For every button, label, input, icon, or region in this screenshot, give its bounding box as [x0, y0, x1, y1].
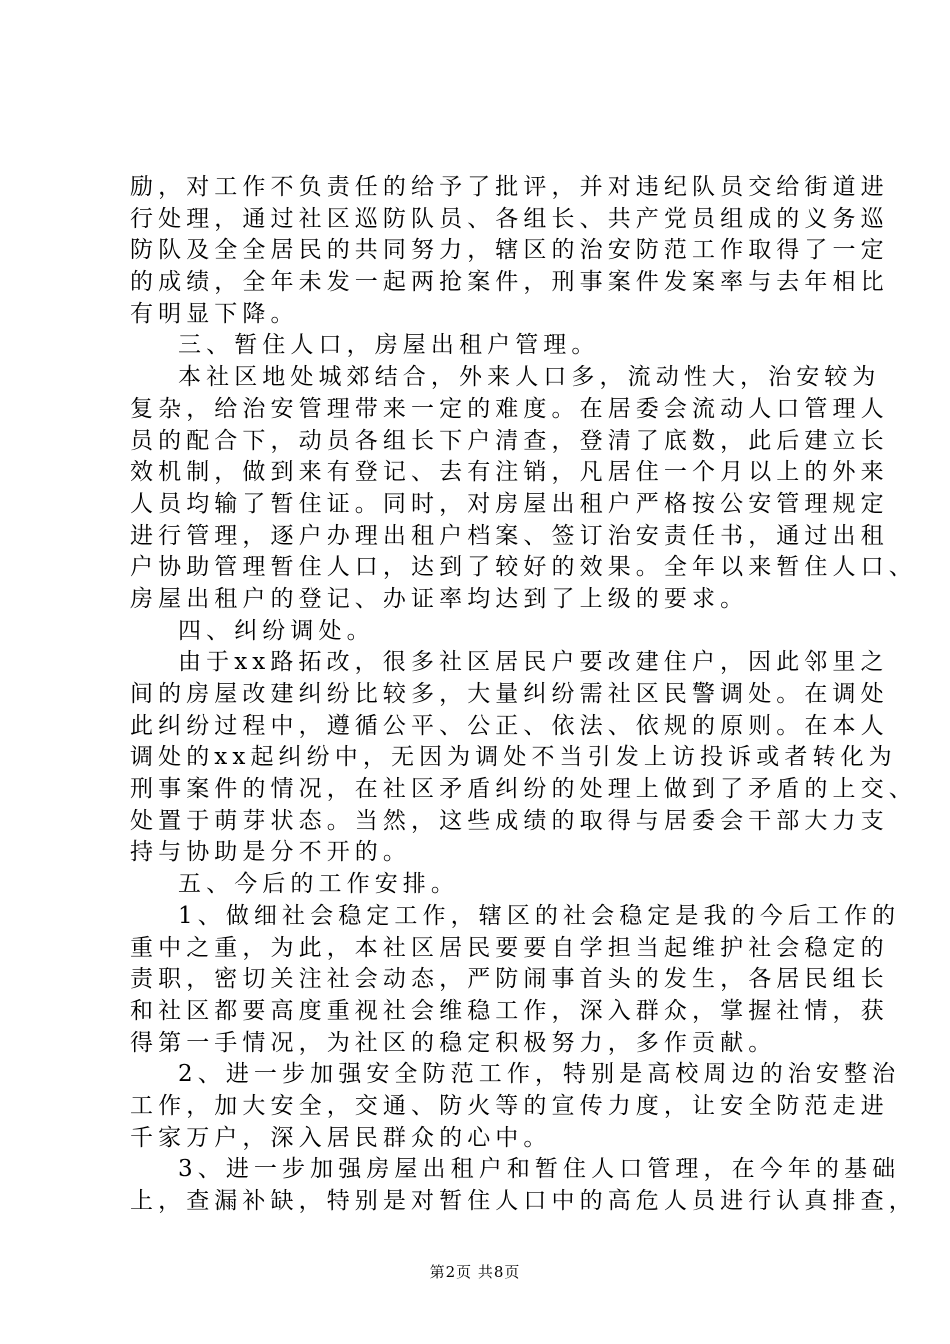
- paragraph: [130, 869, 838, 901]
- text-line: 效机制，做到来有登记、去有注销，凡居住一个月以上的外来: [130, 459, 889, 486]
- text-line: 本社区地处城郊结合，外来人口多，流动性大，治安较为: [178, 364, 881, 391]
- text-line: 此纠纷过程中，遵循公平、公正、依法、依规的原则。在本人: [130, 712, 889, 739]
- paragraph: [130, 1059, 901, 1154]
- text-line: 员的配合下，动员各组长下户清查，登清了底数，此后建立长: [130, 427, 889, 454]
- text-line: 房屋出租户的登记、办证率均达到了上级的要求。: [130, 585, 749, 612]
- text-line: 千家万户，深入居民群众的心中。: [130, 1124, 552, 1151]
- page-footer: 第2页 共8页: [429, 1263, 521, 1281]
- paragraph: [130, 362, 917, 616]
- text-line: 刑事案件的情况，在社区矛盾纠纷的处理上做到了矛盾的上交、: [130, 776, 917, 803]
- text-line: 行处理，通过社区巡防队员、各组长、共产党员组成的义务巡: [130, 205, 889, 232]
- text-line: 由于xx路拓改，很多社区居民户要改建住户，因此邻里之: [178, 649, 889, 676]
- paragraph: [130, 647, 917, 869]
- text-line: 有明显下降。: [130, 300, 299, 327]
- text-line: 1、做细社会稳定工作，辖区的社会稳定是我的今后工作的: [178, 902, 901, 929]
- text-line: 工作，加大安全，交通、防火等的宣传力度，让安全防范走进: [130, 1092, 889, 1119]
- text-line: 防队及全全居民的共同努力，辖区的治安防范工作取得了一定: [130, 237, 889, 264]
- paragraph: [130, 1154, 917, 1217]
- paragraph: [130, 330, 838, 362]
- text-line: 处置于萌芽状态。当然，这些成绩的取得与居委会干部大力支: [130, 807, 889, 834]
- text-line: 上，查漏补缺，特别是对暂住人口中的高危人员进行认真排查，: [130, 1188, 917, 1214]
- text-line: 责职，密切关注社会动态，严防闹事首头的发生，各居民组长: [130, 966, 889, 993]
- text-line: 五、今后的工作安排。: [178, 871, 459, 898]
- text-line: 2、进一步加强安全防范工作，特别是高校周边的治安整治: [178, 1061, 901, 1088]
- paragraph: [130, 616, 838, 648]
- text-line: 3、进一步加强房屋出租户和暂住人口管理，在今年的基础: [178, 1156, 901, 1183]
- paragraph: [130, 901, 901, 1059]
- text-line: 持与协助是分不开的。: [130, 839, 411, 866]
- text-line: 四、纠纷调处。: [178, 617, 375, 644]
- text-line: 三、暂住人口，房屋出租户管理。: [178, 332, 600, 359]
- paragraph: [130, 172, 889, 330]
- text-line: 进行管理，逐户办理出租户档案、签订治安责任书，通过出租: [130, 522, 889, 549]
- text-line: 得第一手情况，为社区的稳定积极努力，多作贡献。: [130, 1029, 777, 1056]
- text-line: 复杂，给治安管理带来一定的难度。在居委会流动人口管理人: [130, 395, 889, 422]
- text-line: 和社区都要高度重视社会维稳工作，深入群众，掌握社情，获: [130, 997, 889, 1024]
- document-body: [130, 172, 917, 1218]
- text-line: 调处的xx起纠纷中，无因为调处不当引发上访投诉或者转化为: [130, 744, 897, 771]
- text-line: 人员均输了暂住证。同时，对房屋出租户严格按公安管理规定: [130, 490, 889, 517]
- text-line: 间的房屋改建纠纷比较多，大量纠纷需社区民警调处。在调处: [130, 681, 889, 707]
- text-line: 的成绩，全年未发一起两抢案件，刑事案件发案率与去年相比: [130, 269, 889, 296]
- text-line: 重中之重，为此，本社区居民要要自学担当起维护社会稳定的: [130, 934, 889, 961]
- text-line: 户协助管理暂住人口，达到了较好的效果。全年以来暂住人口、: [130, 554, 917, 581]
- text-line: 励，对工作不负责任的给予了批评，并对违纪队员交给街道进: [130, 174, 889, 200]
